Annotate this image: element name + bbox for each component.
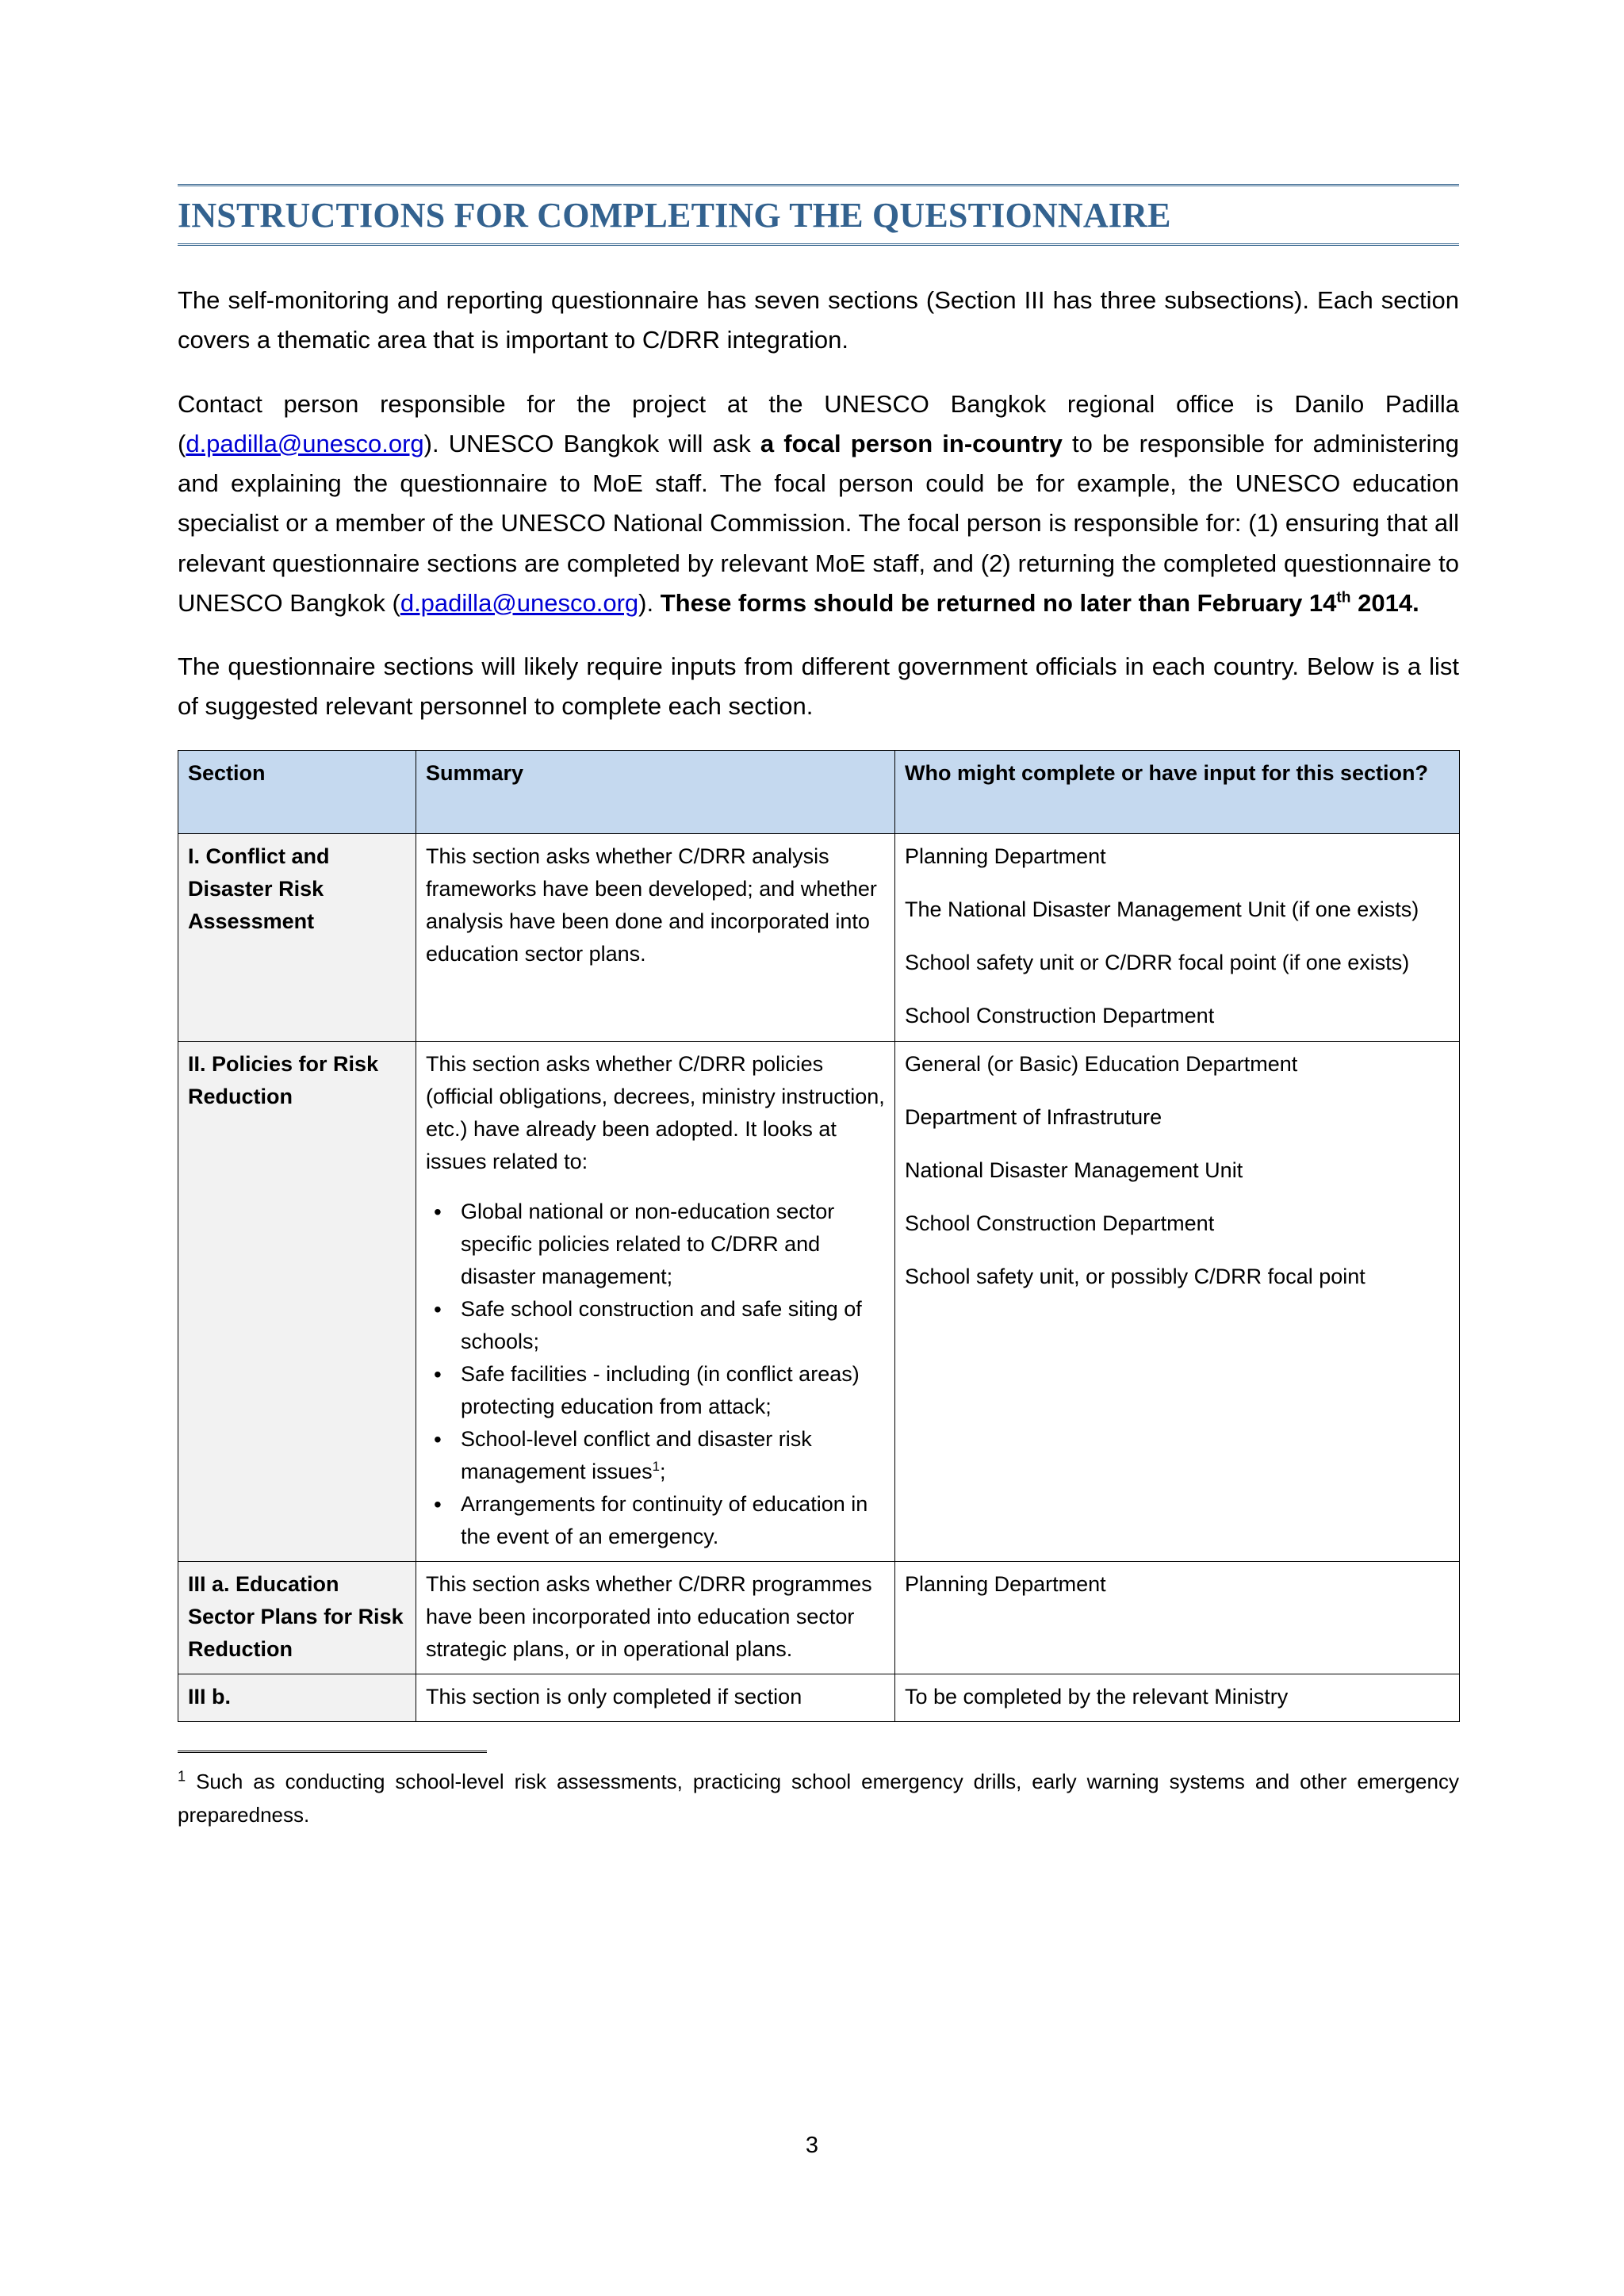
cell-section-name: I. Conflict and Disaster Risk Assessment xyxy=(178,834,416,1041)
email-link-padilla-2[interactable]: d.padilla@unesco.org xyxy=(400,588,639,617)
page-title: INSTRUCTIONS FOR COMPLETING THE QUESTIONNAIRE xyxy=(178,196,1171,235)
summary-bullet-list xyxy=(426,1196,885,1553)
contact-paragraph xyxy=(178,385,1459,623)
column-header-who: Who might complete or have input for this section? xyxy=(895,751,1460,834)
cell-responsible-parties xyxy=(895,1561,1460,1674)
cell-summary xyxy=(416,1041,895,1561)
responsible-party: General (or Basic) Education Department xyxy=(905,1051,1298,1076)
email-link-padilla-1[interactable]: d.padilla@unesco.org xyxy=(186,429,424,457)
cell-summary xyxy=(416,834,895,1041)
column-header-section: Section xyxy=(178,751,416,834)
cell-responsible-parties xyxy=(895,1674,1460,1722)
contact-text-2: ). UNESCO Bangkok will ask xyxy=(423,429,760,457)
responsible-party: School Construction Department xyxy=(905,1004,1215,1028)
table-header xyxy=(178,751,1460,834)
responsible-party: Department of Infrastruture xyxy=(905,1104,1162,1129)
responsible-party: School safety unit, or possibly C/DRR focal point xyxy=(905,1264,1365,1288)
summary-text: This section is only completed if section xyxy=(426,1685,802,1709)
column-header-summary: Summary xyxy=(416,751,895,834)
personnel-paragraph-text: The questionnaire sections will likely require inputs from different government officials in each country. Below is a list of suggested relevant personnel to complete each section. xyxy=(178,652,1459,721)
responsible-party: National Disaster Management Unit xyxy=(905,1158,1243,1182)
contact-text-3: to be responsible for administering and explaining the questionnaire to MoE staff. The focal person could be for example, the UNESCO education specialist or a member of the UNESCO National Commission. The focal person is responsible for: (1) ensuring that all relevant questionnaire sections are completed by relevant MoE staff, and (2) returning the completed questionnaire to UNESCO Bangkok ( xyxy=(178,429,1460,617)
footnote-marker: 1 xyxy=(178,1768,186,1785)
footnote-separator xyxy=(178,1751,487,1753)
responsible-party: School Construction Department xyxy=(905,1211,1215,1235)
personnel-paragraph xyxy=(178,647,1459,726)
summary-bullet-item: • Safe facilities - including (in conflict areas) protecting education from attack; xyxy=(458,1358,885,1423)
cell-summary xyxy=(416,1674,895,1722)
deadline-text-a: These forms should be returned no later than February 14 xyxy=(660,588,1337,617)
cell-summary xyxy=(416,1561,895,1674)
summary-bullet-item: • Arrangements for continuity of education in the event of an emergency. xyxy=(458,1488,885,1553)
contact-text-1: Contact person responsible for the project at the UNESCO Bangkok regional office is Danilo Padilla ( xyxy=(178,389,1459,457)
footnote-reference: 1 xyxy=(652,1458,660,1474)
table-body xyxy=(178,834,1460,1722)
summary-text: This section asks whether C/DRR policies (official obligations, decrees, ministry instruction, etc.) have already been adopted. It looks at issues related to: xyxy=(426,1051,885,1173)
table-header-row xyxy=(178,751,1460,834)
sections-table xyxy=(178,750,1460,1722)
focal-person-emphasis: a focal person in-country xyxy=(760,429,1063,457)
table-row xyxy=(178,1561,1460,1674)
summary-text: This section asks whether C/DRR programmes have been incorporated into education sector strategic plans, or in operational plans. xyxy=(426,1571,872,1662)
table-row xyxy=(178,834,1460,1041)
cell-section-name: II. Policies for Risk Reduction xyxy=(178,1041,416,1561)
page-content xyxy=(178,0,1459,1831)
responsible-party: Planning Department xyxy=(905,844,1106,869)
page-number: 3 xyxy=(805,2133,819,2158)
page-title-block xyxy=(178,184,1459,246)
responsible-party: The National Disaster Management Unit (if one exists) xyxy=(905,897,1419,922)
responsible-party: School safety unit or C/DRR focal point (if one exists) xyxy=(905,951,1410,975)
deadline-text-b: 2014. xyxy=(1350,588,1419,617)
summary-bullet-item: • Safe school construction and safe siting of schools; xyxy=(458,1293,885,1358)
intro-paragraph xyxy=(178,281,1459,360)
footnote xyxy=(178,1766,1459,1831)
cell-responsible-parties xyxy=(895,1041,1460,1561)
cell-section-name: III b. xyxy=(178,1674,416,1722)
footnote-text: Such as conducting school-level risk assessments, practicing school emergency drills, early warning systems and other emergency preparedness. xyxy=(178,1770,1459,1827)
responsible-party: Planning Department xyxy=(905,1571,1106,1596)
table-row xyxy=(178,1041,1460,1561)
summary-bullet-item: • Global national or non-education sector specific policies related to C/DRR and disaster management; xyxy=(458,1196,885,1293)
summary-bullet-item: • School-level conflict and disaster risk management issues$^1$; xyxy=(458,1423,885,1488)
deadline-ordinal-suffix: th xyxy=(1336,589,1351,607)
table-row xyxy=(178,1674,1460,1722)
cell-section-name: III a. Education Sector Plans for Risk Reduction xyxy=(178,1561,416,1674)
summary-text: This section asks whether C/DRR analysis frameworks have been developed; and whether analysis have been done and incorporated into education sector plans. xyxy=(426,844,877,966)
cell-responsible-parties xyxy=(895,834,1460,1041)
intro-paragraph-text: The self-monitoring and reporting questionnaire has seven sections (Section III has three subsections). Each section covers a thematic area that is important to C/DRR integration. xyxy=(178,286,1459,354)
contact-text-4: ). xyxy=(638,588,661,617)
responsible-party: To be completed by the relevant Ministry xyxy=(905,1685,1289,1709)
